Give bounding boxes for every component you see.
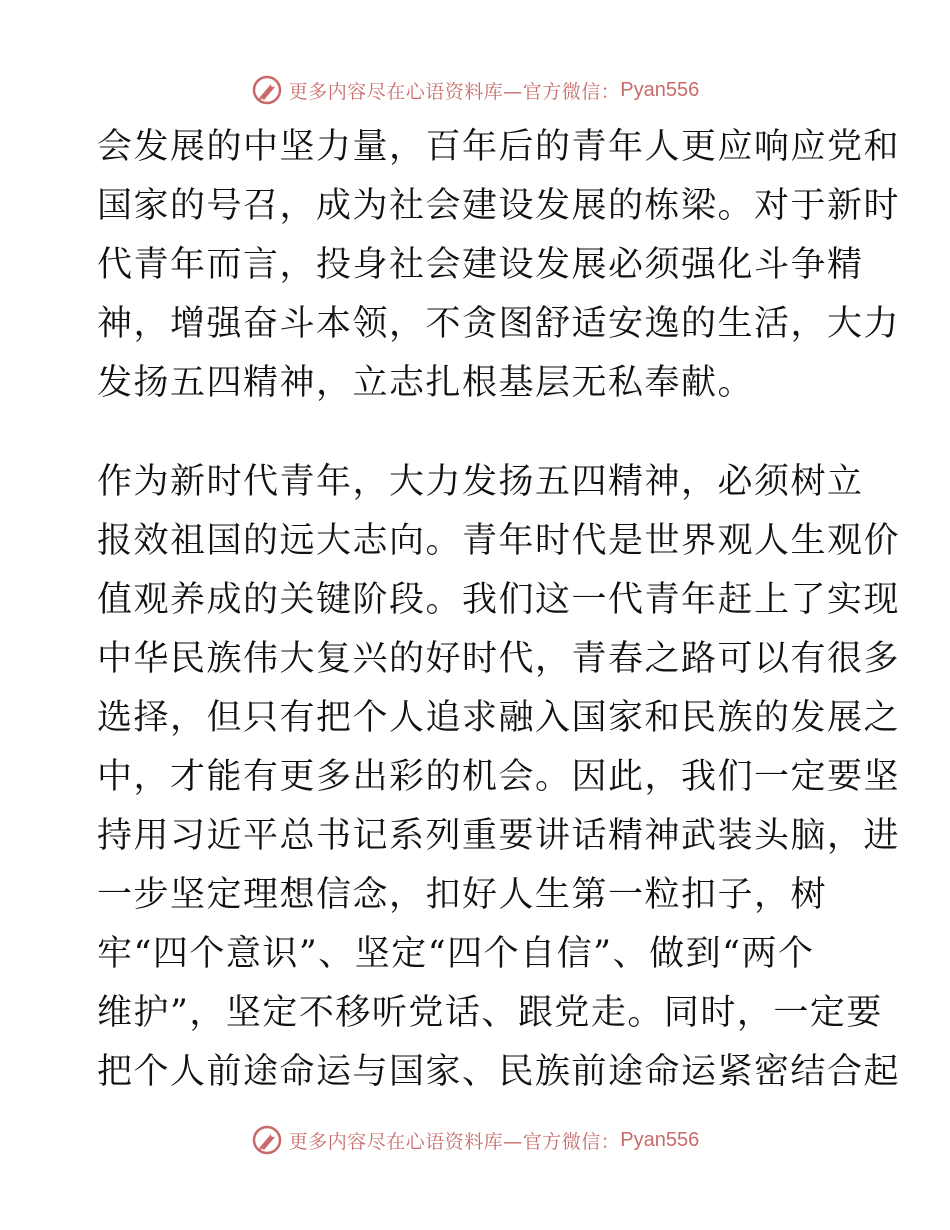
text-line: 发扬五四精神，立志扎根基层无私奉献。 xyxy=(97,363,755,403)
header-watermark xyxy=(0,72,950,108)
text-line: 代青年而言，投身社会建设发展必须强化斗争精 xyxy=(97,245,864,285)
text-line: 一步坚定理想信念，扣好人生第一粒扣子，树 xyxy=(97,875,828,915)
text-line: 国家的号召，成为社会建设发展的栋梁。对于新时 xyxy=(97,186,901,226)
text-line: 选择，但只有把个人追求融入国家和民族的发展之 xyxy=(97,698,901,738)
watermark-wechat-id: Pyan556 xyxy=(620,78,700,101)
paragraph xyxy=(97,118,901,413)
text-line: 会发展的中坚力量，百年后的青年人更应响应党和 xyxy=(97,127,901,167)
text-line: 维护”，坚定不移听党话、跟党走。同时，一定要 xyxy=(97,993,883,1033)
footer-watermark xyxy=(0,1122,950,1158)
text-line: 报效祖国的远大志向。青年时代是世界观人生观价 xyxy=(97,521,901,561)
watermark-wechat-id: Pyan556 xyxy=(620,1128,700,1151)
pen-nib-logo-icon xyxy=(251,1124,283,1156)
pen-nib-logo-icon xyxy=(251,74,283,106)
watermark-text: 更多内容尽在心语资料库—官方微信： xyxy=(288,80,621,103)
text-line: 持用习近平总书记系列重要讲话精神武装头脑，进 xyxy=(97,816,901,856)
document-body xyxy=(97,118,901,1102)
text-line: 值观养成的关键阶段。我们这一代青年赶上了实现 xyxy=(97,580,901,620)
text-line: 作为新时代青年，大力发扬五四精神，必须树立 xyxy=(97,462,864,502)
watermark-text: 更多内容尽在心语资料库—官方微信： xyxy=(288,1130,621,1153)
text-line: 中，才能有更多出彩的机会。因此，我们一定要坚 xyxy=(97,757,901,797)
text-line: 牢“四个意识”、坚定“四个自信”、做到“两个 xyxy=(97,934,815,974)
text-line: 中华民族伟大复兴的好时代，青春之路可以有很多 xyxy=(97,639,901,679)
text-line: 神，增强奋斗本领，不贪图舒适安逸的生活，大力 xyxy=(97,304,901,344)
paragraph-spacer xyxy=(97,413,857,453)
text-line: 把个人前途命运与国家、民族前途命运紧密结合起 xyxy=(97,1052,901,1092)
paragraph xyxy=(97,453,901,1102)
